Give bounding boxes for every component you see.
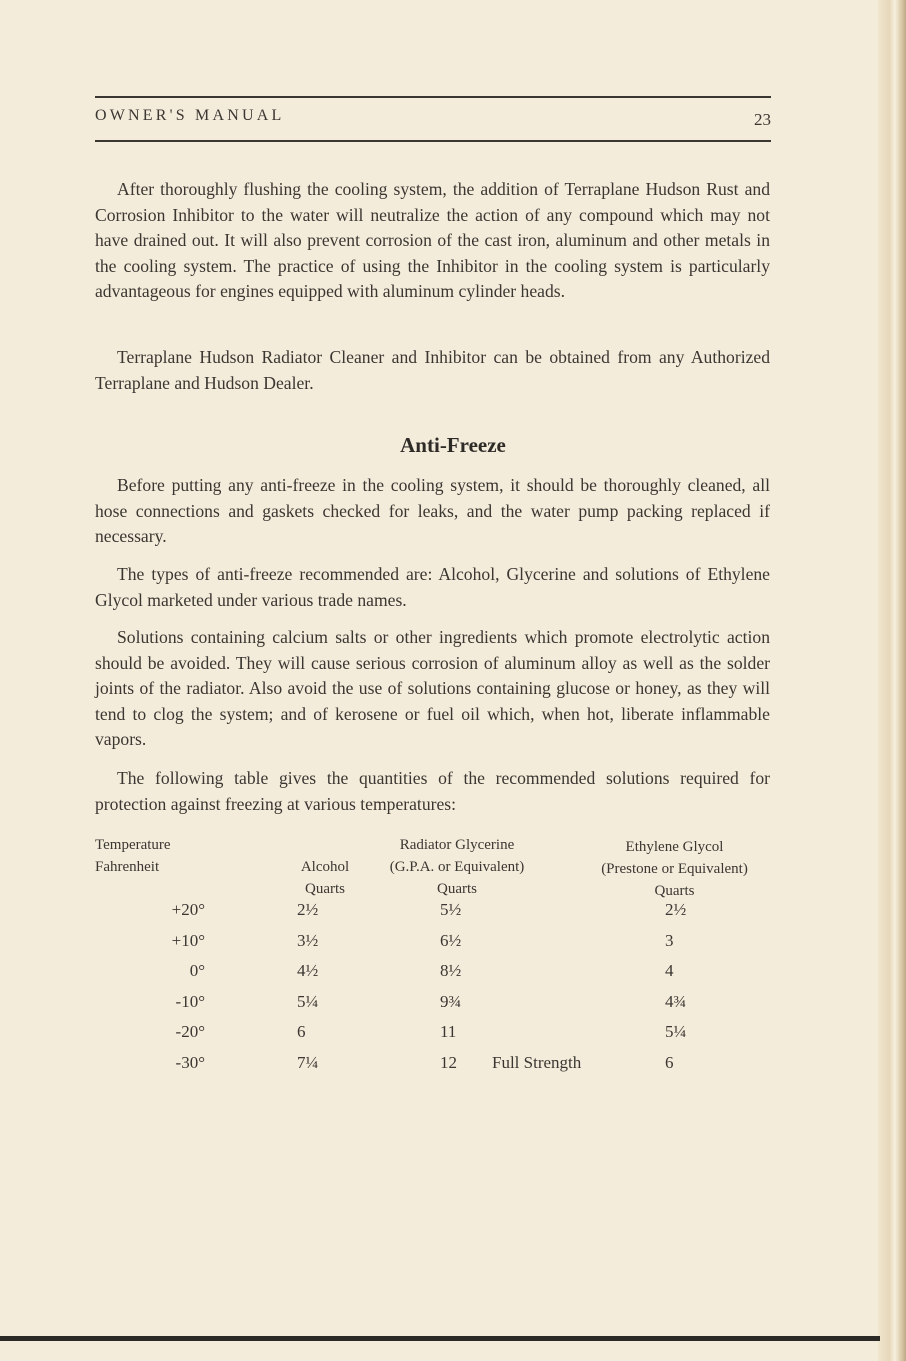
paragraph: The types of anti-freeze recommended are: Alcohol, Glycerine and solutions of Ethylene Glycol marketed under various trade names. <box>95 564 770 610</box>
glycerine-cell: 12 <box>440 1052 457 1072</box>
header-glycol: Ethylene Glycol (Prestone or Equivalent) Quarts <box>601 839 748 899</box>
note-cell: Full Strength <box>492 1052 582 1072</box>
temp-cell: -10° <box>175 991 205 1011</box>
glycol-cell: 3 <box>665 930 674 950</box>
alcohol-cell: 7¼ <box>297 1052 319 1072</box>
temp-cell: -20° <box>175 1022 205 1041</box>
glycol-cell: 4¾ <box>665 991 687 1011</box>
glycerine-cell: 8½ <box>440 961 462 980</box>
page-bottom-edge <box>0 1336 880 1341</box>
header-alcohol: Alcohol Quarts <box>300 859 350 897</box>
glycerine-cell: 11 <box>440 1022 457 1041</box>
page-number: 23 <box>754 110 771 129</box>
temp-cell: +20° <box>171 900 205 919</box>
header-rule-bottom <box>95 140 771 142</box>
glycol-cell: 4 <box>665 961 674 980</box>
glycol-cell: 2½ <box>665 900 687 919</box>
temp-cell: 0° <box>189 961 205 980</box>
glycerine-cell: 5½ <box>440 900 462 919</box>
paragraph: After thoroughly flushing the cooling system, the addition of Terraplane Hudson Rust and Corrosion Inhibitor to the water will neutralize the action of any compound which may not have drained out. It will also prevent corrosion of the cast iron, aluminum and other metals in the cooling system. The practice of using the Inhibitor in the cooling system is particularly advantageous for engines equipped with aluminum cylinder heads. <box>95 179 770 301</box>
alcohol-cell: 6 <box>297 1022 306 1041</box>
temp-cell: -30° <box>175 1052 205 1072</box>
alcohol-cell: 5¼ <box>297 991 319 1011</box>
running-header: OWNER'S MANUAL <box>95 107 285 124</box>
header-glycerine: Radiator Glycerine (G.P.A. or Equivalent) Quarts <box>389 837 525 897</box>
section-heading: Anti-Freeze <box>400 433 506 457</box>
alcohol-cell: 2½ <box>297 900 319 919</box>
glycerine-cell: 6½ <box>440 930 462 950</box>
paragraph: The following table gives the quantities of the recommended solutions required for protection against freezing at various temperatures: <box>95 768 770 814</box>
glycol-cell: 5¼ <box>665 1022 687 1041</box>
paragraph: Terraplane Hudson Radiator Cleaner and Inhibitor can be obtained from any Authorized Terraplane and Hudson Dealer. <box>95 347 770 393</box>
alcohol-cell: 3½ <box>297 930 319 950</box>
alcohol-cell: 4½ <box>297 961 319 980</box>
paragraph: Solutions containing calcium salts or other ingredients which promote electrolytic action should be avoided. They will cause serious corrosion of aluminum alloy as well as the solder joints of the radiator. Also avoid the use of solutions containing glucose or honey, as they will tend to clog the system; and of kerosene or fuel oil which, when hot, liberate inflammable vapors. <box>95 627 770 749</box>
page-binding-edge <box>878 0 906 1361</box>
temp-cell: +10° <box>171 930 205 950</box>
header-rule-top <box>95 96 771 98</box>
header-temperature: Temperature Fahrenheit <box>95 837 171 875</box>
paragraph: Before putting any anti-freeze in the cooling system, it should be thoroughly cleaned, all hose connections and gaskets checked for leaks, and the water pump packing replaced if necessary. <box>95 475 770 546</box>
glycerine-cell: 9¾ <box>440 991 462 1011</box>
glycol-cell: 6 <box>665 1052 674 1072</box>
